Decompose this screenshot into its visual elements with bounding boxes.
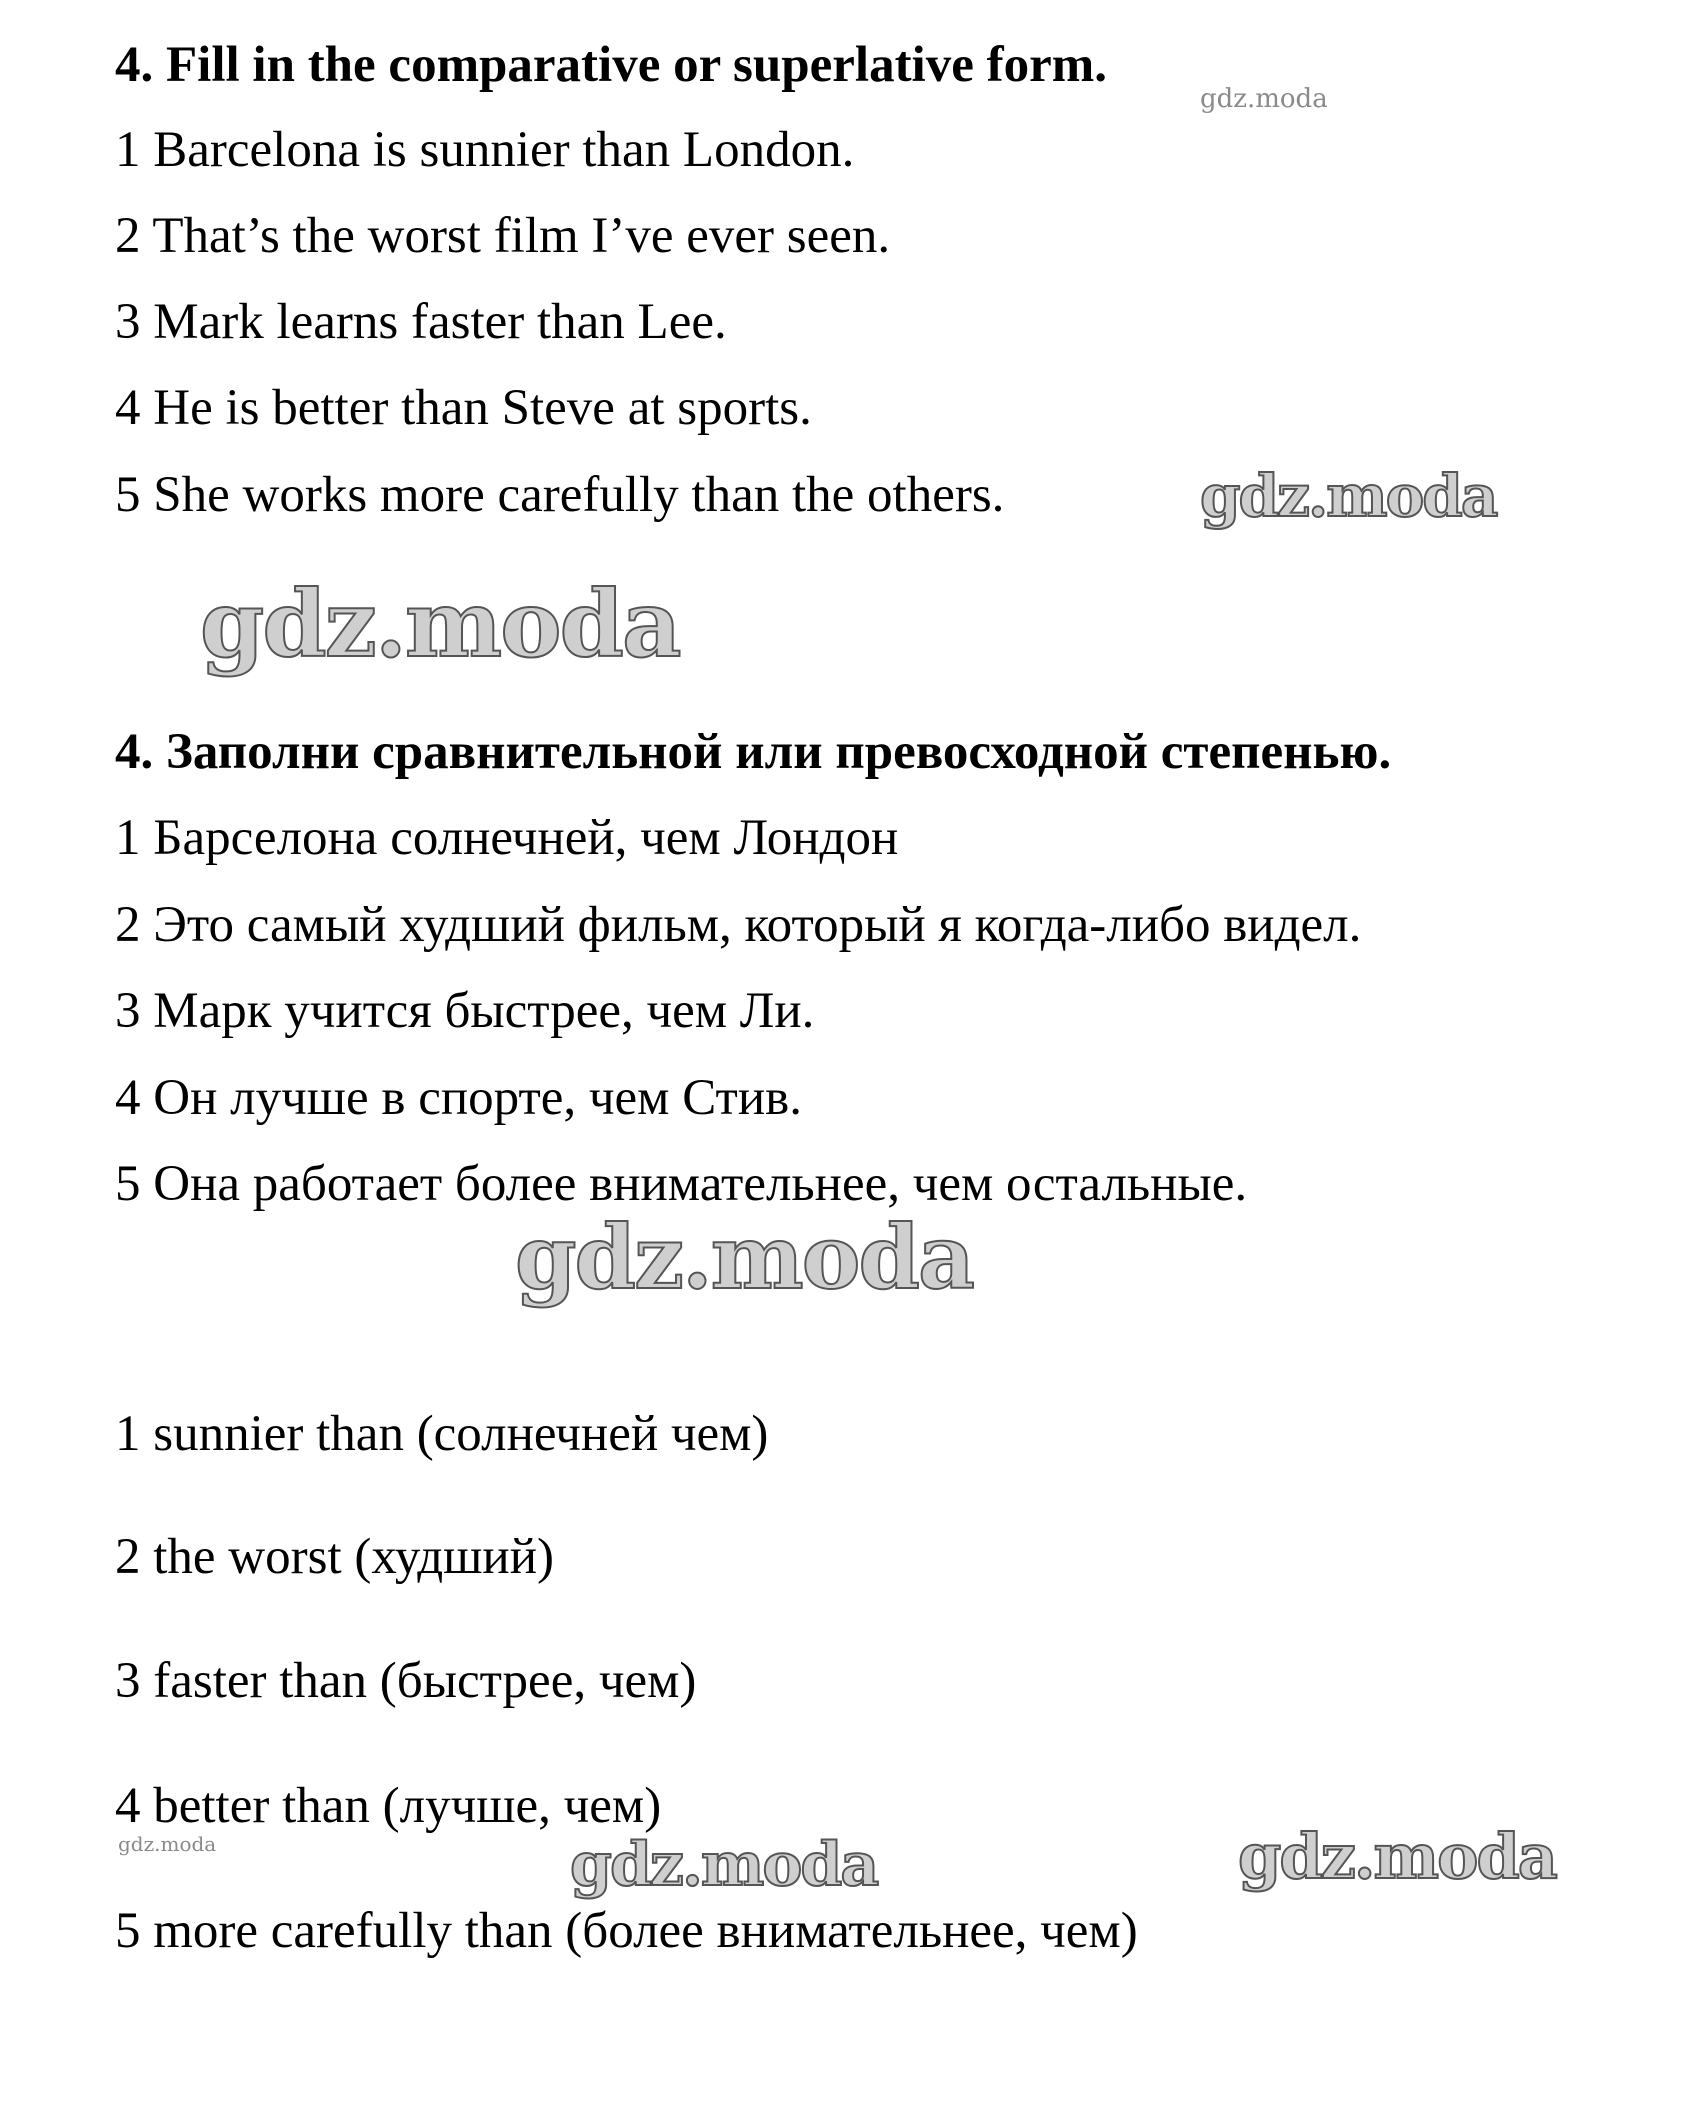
russian-sentence-5: 5 Она работает более внимательнее, чем остальные.	[115, 1156, 1248, 1212]
english-sentence-4: 4 He is better than Steve at sports.	[115, 380, 812, 436]
english-sentence-1: 1 Barcelona is sunnier than London.	[115, 122, 855, 178]
russian-sentence-3: 3 Марк учится быстрее, чем Ли.	[115, 983, 815, 1039]
watermark-logo-large: gdz.moda	[200, 570, 680, 678]
watermark-logo-small-top: gdz.moda	[1200, 84, 1328, 114]
russian-sentence-1: 1 Барселона солнечней, чем Лондон	[115, 810, 899, 866]
russian-sentence-2: 2 Это самый худший фильм, который я когда-либо видел.	[115, 897, 1362, 953]
watermark-logo-tiny: gdz.moda	[118, 1832, 217, 1856]
english-sentence-5: 5 She works more carefully than the others.	[115, 467, 1005, 523]
english-sentence-2: 2 That’s the worst film I’ve ever seen.	[115, 208, 891, 264]
watermark-logo-bottom-center: gdz.moda	[570, 1830, 878, 1900]
watermark-logo-right: gdz.moda	[1200, 462, 1497, 530]
answer-1: 1 sunnier than (солнечней чем)	[115, 1406, 769, 1462]
russian-sentence-4: 4 Он лучше в спорте, чем Стив.	[115, 1070, 802, 1126]
english-sentence-3: 3 Mark learns faster than Lee.	[115, 294, 727, 350]
english-heading: 4. Fill in the comparative or superlative form.	[115, 37, 1107, 93]
watermark-logo-bottom-right: gdz.moda	[1238, 1820, 1556, 1893]
answer-4: 4 better than (лучше, чем)	[115, 1778, 662, 1834]
answer-5: 5 more carefully than (более внимательнее, чем)	[115, 1903, 1138, 1959]
russian-heading: 4. Заполни сравнительной или превосходной степенью.	[115, 724, 1392, 780]
answer-3: 3 faster than (быстрее, чем)	[115, 1653, 697, 1709]
watermark-logo-center: gdz.moda	[515, 1205, 974, 1309]
answer-2: 2 the worst (худший)	[115, 1529, 555, 1585]
